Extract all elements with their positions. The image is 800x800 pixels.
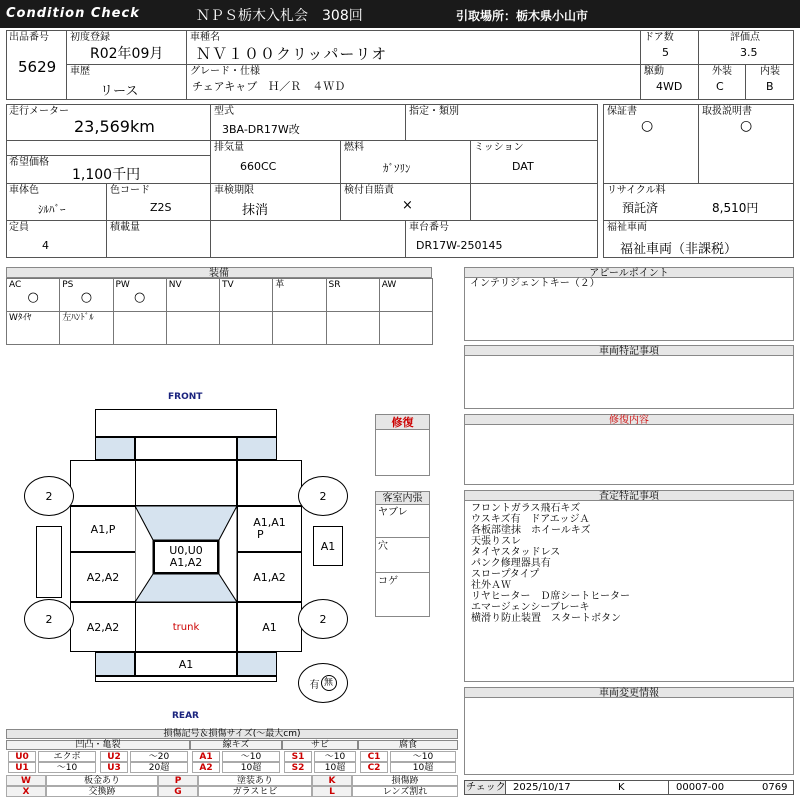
equipment-mark: ○ bbox=[133, 290, 146, 305]
fuel-label: 燃料 bbox=[344, 142, 364, 153]
legend-group: 腐食 bbox=[358, 740, 458, 750]
fuel-value: ｶﾞｿﾘﾝ bbox=[383, 162, 411, 175]
front-label: FRONT bbox=[168, 392, 203, 402]
right-mirror: A1 bbox=[313, 526, 343, 566]
rear-left-corner bbox=[95, 652, 135, 676]
model-label: 型式 bbox=[214, 106, 234, 117]
pickup-location: 引取場所：栃木県小山市 bbox=[456, 9, 589, 23]
legend-code: C1 bbox=[360, 751, 388, 762]
legend-mark-text: 板金あり bbox=[46, 775, 158, 786]
auction-name: ＮＰＳ栃木入札会 308回 bbox=[196, 8, 363, 24]
rear-bumper: A1 bbox=[135, 652, 237, 676]
inspection-label: 車検期限 bbox=[214, 185, 254, 196]
inspection-note: エマージェンシーブレーキ bbox=[471, 602, 590, 613]
rear-right-corner bbox=[237, 652, 277, 676]
legend-group: サビ bbox=[282, 740, 358, 750]
tire-rear-right: 2 bbox=[298, 599, 348, 639]
inspection-value: 抹消 bbox=[242, 203, 269, 218]
manual-label: 取扱説明書 bbox=[702, 106, 752, 117]
right-fender bbox=[237, 460, 302, 506]
check-number: 0769 bbox=[762, 782, 788, 793]
interior-burn: コゲ bbox=[378, 576, 398, 587]
capacity-label: 定員 bbox=[9, 222, 29, 233]
equipment-cell-row2-6 bbox=[326, 311, 380, 345]
legend-code: A2 bbox=[192, 762, 220, 773]
spec-label: 指定・類別 bbox=[409, 106, 459, 117]
equipment-mark: ○ bbox=[27, 290, 39, 305]
left-front-door: A1,P bbox=[70, 506, 136, 552]
price-label: 希望価格 bbox=[9, 157, 49, 168]
equipment-label: AW bbox=[381, 280, 397, 290]
interior-label: 内装 bbox=[760, 66, 780, 77]
self-inspection-label: 検付自賠責 bbox=[344, 185, 394, 196]
appeal-text: インテリジェントキー（２） bbox=[470, 278, 600, 289]
inspection-notes-title: 査定特記事項 bbox=[464, 490, 794, 501]
equipment-label: PS bbox=[62, 280, 74, 290]
rear-label: REAR bbox=[172, 711, 199, 721]
tire-front-left: 2 bbox=[24, 476, 74, 516]
inspector: K bbox=[618, 782, 625, 793]
right-quarter: A1 bbox=[237, 602, 302, 652]
exterior-grade: C bbox=[716, 80, 724, 93]
legend-mark-text: 塗装あり bbox=[198, 775, 312, 786]
legend-code: S2 bbox=[284, 762, 312, 773]
reg-label: 初度登録 bbox=[70, 32, 110, 43]
equipment-cell-3 bbox=[166, 278, 220, 312]
left-rear-door: A2,A2 bbox=[70, 552, 136, 602]
changes-box bbox=[464, 687, 794, 775]
equipment-cell-row2-7 bbox=[379, 311, 433, 345]
interior-tear: ヤブレ bbox=[378, 507, 408, 518]
equipment-cell-row2-0 bbox=[6, 311, 60, 345]
legend-mark-text: 交換跡 bbox=[46, 786, 158, 797]
tire-front-right: 2 bbox=[298, 476, 348, 516]
model-value: 3BA-DR17W改 bbox=[222, 123, 300, 136]
mission-value: DAT bbox=[512, 160, 534, 173]
equipment-label: NV bbox=[168, 280, 182, 290]
legend-mark-code: P bbox=[158, 775, 198, 786]
legend-mark-code: W bbox=[6, 775, 46, 786]
check-code: 00007-00 bbox=[676, 782, 725, 793]
changes-title: 車両変更情報 bbox=[464, 687, 794, 698]
interior-hole: 穴 bbox=[378, 541, 388, 552]
inspection-note: スロープタイプ bbox=[471, 569, 540, 580]
equipment-cell-row2-4 bbox=[219, 311, 273, 345]
legend-mark-code: L bbox=[312, 786, 352, 797]
header-title: Condition Check bbox=[6, 6, 140, 21]
legend-text: エクボ bbox=[38, 751, 96, 762]
legend-text: 〜10 bbox=[38, 762, 96, 773]
equipment-label: PW bbox=[115, 280, 130, 290]
equipment-label: 革 bbox=[275, 280, 285, 290]
car-label: 車種名 bbox=[190, 32, 220, 43]
legend-text: 〜10 bbox=[222, 751, 280, 762]
spare-tire-mark: 無 bbox=[321, 675, 337, 691]
drive-label: 駆動 bbox=[644, 66, 664, 77]
legend-mark-code: X bbox=[6, 786, 46, 797]
load-label: 積載量 bbox=[110, 222, 140, 233]
legend-mark-code: K bbox=[312, 775, 352, 786]
right-front-door: A1,A1 P bbox=[237, 506, 302, 552]
warranty-mark: ○ bbox=[641, 118, 654, 134]
legend-text: 〜10 bbox=[390, 751, 456, 762]
displacement-label: 排気量 bbox=[214, 142, 244, 153]
welfare-label: 福祉車両 bbox=[607, 222, 647, 233]
mileage-value: 23,569km bbox=[74, 117, 155, 136]
legend-code: S1 bbox=[284, 751, 312, 762]
equipment-label: SR bbox=[328, 280, 341, 290]
equipment-cell-1 bbox=[59, 278, 113, 312]
equipment-cell-row2-1 bbox=[59, 311, 113, 345]
repair-content-title: 修復内容 bbox=[464, 414, 794, 425]
equipment-cell-2 bbox=[113, 278, 167, 312]
legend-code: U2 bbox=[100, 751, 128, 762]
equipment-mark: ○ bbox=[80, 290, 93, 305]
mileage-label: 走行メーター bbox=[9, 106, 69, 117]
legend-code: C2 bbox=[360, 762, 388, 773]
color-code-value: Z2S bbox=[150, 201, 172, 214]
equipment-label: TV bbox=[222, 280, 234, 290]
legend-code: U3 bbox=[100, 762, 128, 773]
lot-number: 5629 bbox=[18, 58, 57, 76]
inspection-note: 社外ＡＷ bbox=[471, 580, 511, 591]
color-value: ｼﾙﾊﾞｰ bbox=[38, 203, 66, 216]
doors-label: ドア数 bbox=[644, 32, 674, 43]
left-mirror bbox=[36, 526, 62, 598]
score-value: 3.5 bbox=[740, 46, 758, 59]
appeal-title: アピールポイント bbox=[464, 267, 794, 278]
chassis-value: DR17W-250145 bbox=[416, 239, 503, 252]
legend-text: 〜20 bbox=[130, 751, 188, 762]
history-label: 車歴 bbox=[70, 66, 90, 77]
legend-code: A1 bbox=[192, 751, 220, 762]
equipment-cell-5 bbox=[272, 278, 326, 312]
legend-group: 線キズ bbox=[190, 740, 282, 750]
inspection-note: パンク修理器具有 bbox=[471, 558, 551, 569]
equipment-cell-row2-5 bbox=[272, 311, 326, 345]
legend-text: 10超 bbox=[222, 762, 280, 773]
front-right-corner bbox=[237, 437, 277, 460]
legend-mark-text: レンズ割れ bbox=[352, 786, 458, 797]
lot-label: 出品番号 bbox=[9, 32, 49, 43]
capacity-value: 4 bbox=[42, 239, 49, 252]
first-registration: R02年09月 bbox=[90, 46, 164, 62]
equipment-cell-row2-2 bbox=[113, 311, 167, 345]
inspection-note: 横滑り防止装置 スタートボタン bbox=[471, 613, 621, 624]
inspection-note: 各板部塗抹 ホイールキズ bbox=[471, 525, 591, 536]
legend-group: 凹凸・亀裂 bbox=[6, 740, 190, 750]
left-fender bbox=[70, 460, 136, 506]
exterior-label: 外装 bbox=[712, 66, 732, 77]
inspection-note: ウスキズ有 ドアエッジＡ bbox=[471, 514, 590, 525]
displacement-value: 660CC bbox=[240, 160, 277, 173]
roof: U0,U0 A1,A2 bbox=[153, 540, 219, 574]
equipment-cell-row2-3 bbox=[166, 311, 220, 345]
front-center bbox=[135, 460, 237, 506]
legend-text: 10超 bbox=[314, 762, 356, 773]
inspection-note: 天張りスレ bbox=[471, 536, 521, 547]
recycle-label: リサイクル料 bbox=[607, 185, 666, 196]
mission-label: ミッション bbox=[474, 142, 524, 153]
chassis-label: 車台番号 bbox=[409, 222, 449, 233]
equipment-title: 装備 bbox=[6, 267, 432, 278]
color-label: 車体色 bbox=[9, 185, 39, 196]
equipment-label: Wﾀｲﾔ bbox=[9, 313, 32, 323]
color-code-label: 色コード bbox=[110, 185, 150, 196]
legend-text: 10超 bbox=[390, 762, 456, 773]
equipment-cell-4 bbox=[219, 278, 273, 312]
grade-label: グレード・仕様 bbox=[190, 66, 260, 77]
legend-mark-text: 損傷跡 bbox=[352, 775, 458, 786]
equipment-cell-7 bbox=[379, 278, 433, 312]
grade-value: チェアキャブ Ｈ／Ｒ ４ＷＤ bbox=[192, 80, 346, 93]
car-name: ＮＶ１００クリッパーリオ bbox=[196, 45, 388, 63]
check-date: 2025/10/17 bbox=[513, 782, 571, 793]
front-left-corner bbox=[95, 437, 135, 460]
legend-code: U1 bbox=[8, 762, 36, 773]
check-label: チェック bbox=[466, 782, 506, 793]
interior-title: 客室内張 bbox=[375, 491, 430, 505]
history-value: リース bbox=[100, 84, 139, 99]
front-bumper bbox=[135, 437, 237, 460]
welfare-value: 福祉車両（非課税） bbox=[620, 242, 738, 257]
legend-title: 損傷記号＆損傷サイズ(〜最大cm) bbox=[6, 729, 458, 739]
spare-tire: 有 無 bbox=[298, 663, 348, 703]
drive-value: 4WD bbox=[656, 80, 683, 93]
inspection-note: タイヤスタッドレス bbox=[471, 547, 561, 558]
equipment-cell-0 bbox=[6, 278, 60, 312]
equipment-label: 左ﾊﾝﾄﾞﾙ bbox=[62, 313, 94, 323]
inspection-note: フロントガラス飛石キズ bbox=[471, 503, 581, 514]
left-quarter: A2,A2 bbox=[70, 602, 136, 652]
legend-text: 〜10 bbox=[314, 751, 356, 762]
legend-mark-text: ガラスヒビ bbox=[198, 786, 312, 797]
self-inspection-value: × bbox=[402, 198, 413, 213]
manual-mark: ○ bbox=[740, 118, 753, 134]
inspection-notes-list bbox=[471, 503, 630, 624]
score-label: 評価点 bbox=[730, 32, 760, 43]
hood bbox=[95, 409, 277, 437]
recycle-status: 預託済 bbox=[622, 201, 659, 215]
inspection-note: リヤヒーター Ｄ席シートヒーター bbox=[471, 591, 630, 602]
price-value: 1,100千円 bbox=[72, 167, 141, 183]
rear-panel bbox=[95, 676, 277, 682]
legend-mark-code: G bbox=[158, 786, 198, 797]
trunk: trunk bbox=[135, 602, 237, 652]
special-title: 車両特記事項 bbox=[464, 345, 794, 356]
interior-grade: B bbox=[766, 80, 774, 93]
legend-text: 20超 bbox=[130, 762, 188, 773]
warranty-label: 保証書 bbox=[607, 106, 637, 117]
tire-rear-left: 2 bbox=[24, 599, 74, 639]
equipment-cell-6 bbox=[326, 278, 380, 312]
legend-code: U0 bbox=[8, 751, 36, 762]
right-rear-door: A1,A2 bbox=[237, 552, 302, 602]
repair-title: 修復 bbox=[375, 414, 430, 430]
recycle-amount: 8,510円 bbox=[712, 201, 759, 215]
doors-value: 5 bbox=[662, 46, 669, 59]
equipment-label: AC bbox=[9, 280, 22, 290]
